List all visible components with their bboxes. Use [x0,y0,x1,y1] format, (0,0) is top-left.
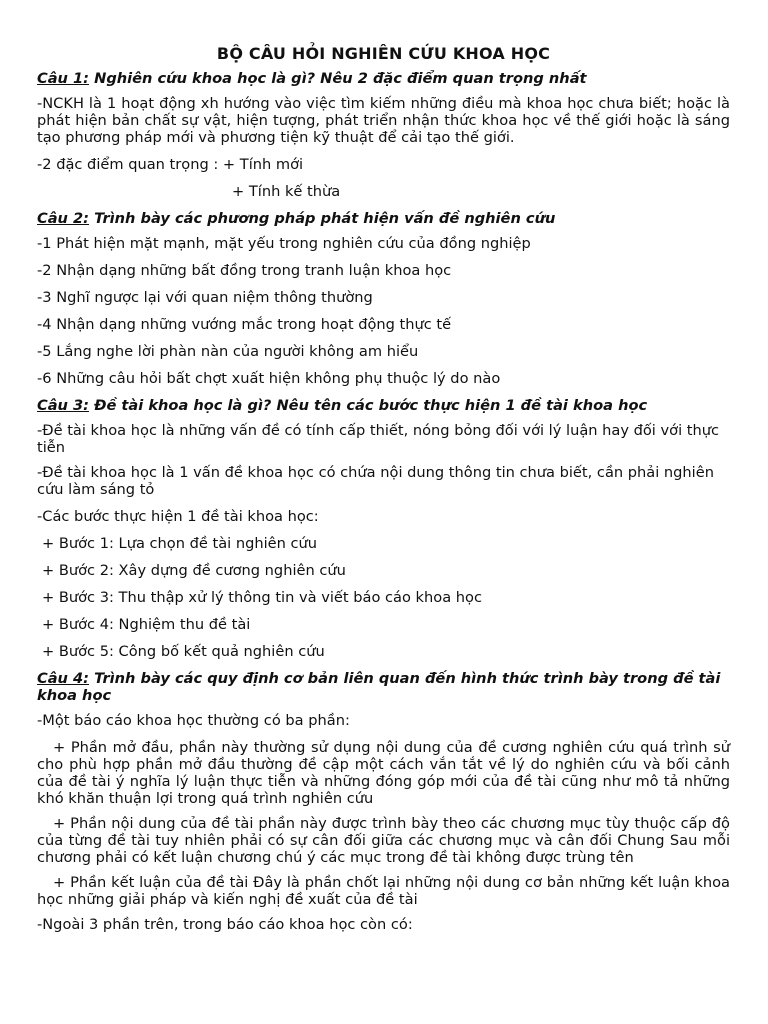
definition-paragraph: -Đề tài khoa học là những vấn đề có tính cấp thiết, nóng bỏng đối với lý luận hay đối với thực tiễn [37,422,720,456]
question-text: Trình bày các phương pháp phát hiện vấn đề nghiên cứu [89,210,556,227]
question-text: Trình bày các quy định cơ bản liên quan đến hình thức trình bày trong đề tài khoa học [37,670,721,704]
feature-item: + Tính kế thừa [232,183,341,200]
question-number: Câu 4: [37,670,90,687]
step-item: + Bước 1: Lựa chọn đề tài nghiên cứu [42,535,318,552]
list-item: -5 Lắng nghe lời phàn nàn của người không am hiểu [37,343,419,360]
question-1-heading [37,70,730,87]
list-item: -6 Những câu hỏi bất chợt xuất hiện không phụ thuộc lý do nào [37,370,501,387]
intro-paragraph: -Một báo cáo khoa học thường có ba phần: [37,712,350,729]
answer-paragraph: -NCKH là 1 hoạt động xh hướng vào việc tìm kiếm những điều mà khoa học chưa biết; hoặc là phát hiện bản chất sự vật, hiện tượng, phát triển nhận thức khoa học về thế giới hoặc là sáng tạo phương pháp mới và phương tiện kỹ thuật để cải tạo thế giới. [37,95,730,146]
question-text: Nghiên cứu khoa học là gì? Nêu 2 đặc điểm quan trọng nhất [89,70,587,87]
list-item: -2 Nhận dạng những bất đồng trong tranh luận khoa học [37,262,452,279]
part-paragraph: + Phần kết luận của đề tài Đây là phần chốt lại những nội dung cơ bản những kết luận khoa học những giải pháp và kiến nghị đề xuất của đề tài [37,874,730,908]
part-paragraph: + Phần nội dung của đề tài phần này được trình bày theo các chương mục tùy thuộc cấp độ của từng đề tài tuy nhiên phải có sự cân đối giữa các chương mục và cân đối Chung Sau mỗi chương phải có kết luận chương chú ý các mục trong đề tài không được trùng tên [37,815,730,866]
list-item: -3 Nghĩ ngược lại với quan niệm thông thường [37,289,373,306]
question-2-heading [37,210,730,227]
definition-paragraph: -Đề tài khoa học là 1 vấn đề khoa học có chứa nội dung thông tin chưa biết, cần phải nghiên cứu làm sáng tỏ [37,464,714,498]
part-paragraph: + Phần mở đầu, phần này thường sử dụng nội dung của đề cương nghiên cứu quá trình sử cho phù hợp phần mở đầu thường đề cập một cách vắn tắt về lý do nghiên cứu và bối cảnh của đề tài ý nghĩa lý luận thực tiễn và những đóng góp mới của đề tài cũng như mô tả những khó khăn thuận lợi trong quá trình nghiên cứu [37,739,730,807]
closing-paragraph: -Ngoài 3 phần trên, trong báo cáo khoa học còn có: [37,916,413,933]
document-title: BỘ CÂU HỎI NGHIÊN CỨU KHOA HỌC [216,44,551,63]
list-item: -4 Nhận dạng những vướng mắc trong hoạt động thực tế [37,316,452,333]
steps-intro: -Các bước thực hiện 1 đề tài khoa học: [37,508,319,525]
step-item: + Bước 2: Xây dựng đề cương nghiên cứu [42,562,346,579]
question-number: Câu 2: [37,210,90,227]
question-3-heading [37,397,730,414]
step-item: + Bước 3: Thu thập xử lý thông tin và viết báo cáo khoa học [42,589,482,606]
question-number: Câu 1: [37,70,90,87]
question-number: Câu 3: [37,397,90,414]
step-item: + Bước 5: Công bố kết quả nghiên cứu [42,643,325,660]
features-line: -2 đặc điểm quan trọng : + Tính mới [37,156,304,173]
question-4-heading [37,670,730,704]
list-item: -1 Phát hiện mặt mạnh, mặt yếu trong nghiên cứu của đồng nghiệp [37,235,531,252]
question-text: Đề tài khoa học là gì? Nêu tên các bước thực hiện 1 đề tài khoa học [89,397,648,414]
step-item: + Bước 4: Nghiệm thu đề tài [42,616,251,633]
